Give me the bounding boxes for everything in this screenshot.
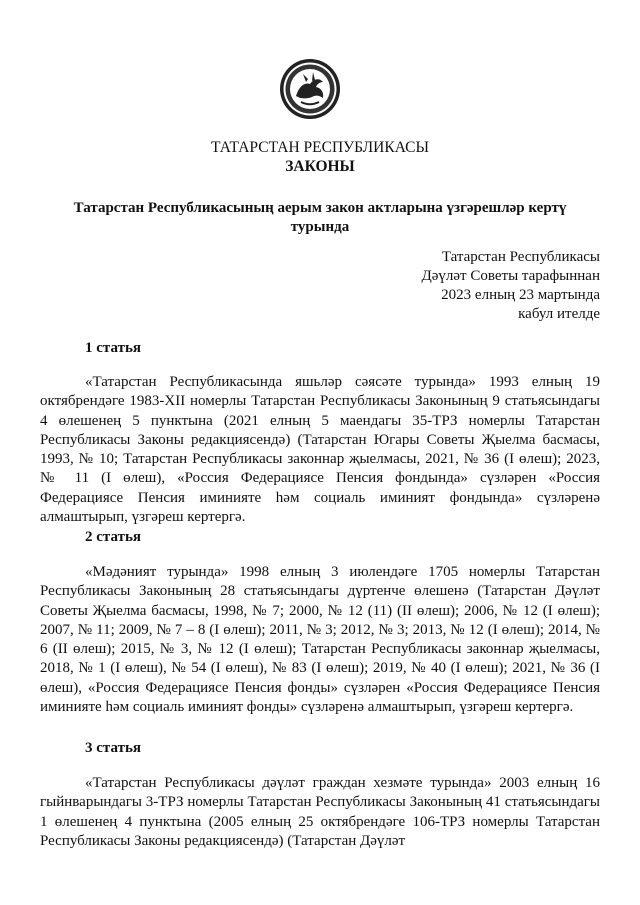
article-3-text: «Татарстан Республикасы дәүләт граждан хезмәте турында» 2003 елның 16 гыйнварындагы 3-ТРЗ номерлы Татарстан Республикасы Законының 41 статьясындагы 1 өлешенең 4 пунктына (2005 елның 25 октябрендәге 106-ТРЗ номерлы Татарстан Республикасы Законы редакциясендә) (Татарстан Дәүләт [40, 775, 600, 849]
adoption-line: Татарстан Республикасы [441, 249, 600, 265]
article-3-heading: 3 статья [85, 740, 141, 756]
adoption-line: Дәүләт Советы тарафыннан [421, 268, 600, 284]
adoption-line: 2023 елның 23 мартында [441, 287, 600, 303]
header-law: ЗАКОНЫ [285, 158, 355, 175]
article-1-text: «Татарстан Республикасында яшьләр сәясәте турында» 1993 елның 19 октябрендәге 1983-XII номерлы Татарстан Республикасы Законының 9 статьясындагы 4 өлешенең 5 пунктына (2021 елның 5 маендагы 35-ТРЗ номерлы Татарстан Республикасы Законы редакциясендә) (Татарстан Югары Советы Җыелма басмасы, 1993, № 10; Татарстан Республикасы законнар җыелмасы, 2021, № 36 (I өлеш); 2023, № 11 (I өлеш), «Россия Федерациясе Пенсия фондында» сүзләрен «Россия Федерациясе Пенсия иминияте һәм социаль иминият фондында» сүзләренә алмаштырып, үзгәреш кертергә. [40, 374, 600, 526]
coat-of-arms-emblem [279, 58, 341, 120]
header-republic: ТАТАРСТАН РЕСПУБЛИКАСЫ [211, 139, 429, 156]
article-1-heading: 1 статья [85, 340, 141, 356]
article-2-heading: 2 статья [85, 529, 141, 545]
article-2-text: «Мәдәният турында» 1998 елның 3 июлендәге 1705 номерлы Татарстан Республикасы Законының 28 статьясындагы дүртенче өлешенә (Татарстан Дәүләт Советы Җыелма басмасы, 1998, № 7; 2000, № 12 (11) (II өлеш); 2006, № 12 (I өлеш); 2007, № 11; 2009, № 7 – 8 (I өлеш); 2011, № 3; 2012, № 3; 2013, № 12 (I өлеш); 2014, № 6 (II өлеш); 2015, № 3, № 12 (I өлеш); Татарстан Республикасы законнар җыелмасы, 2018, № 1 (I өлеш), № 54 (I өлеш), № 83 (I өлеш); 2019, № 40 (I өлеш); 2021, № 36 (I өлеш), «Россия Федерациясе Пенсия фонды» сүзләрен «Россия Федерациясе Пенсия иминияте һәм социаль иминият фонды» сүзләренә алмаштырып, үзгәреш кертергә. [40, 564, 600, 716]
adoption-line: кабул ителде [518, 306, 600, 322]
law-title: Татарстан Республикасының аерым закон актларына үзгәрешләр кертү турында [73, 200, 567, 235]
adoption-block [360, 248, 600, 324]
